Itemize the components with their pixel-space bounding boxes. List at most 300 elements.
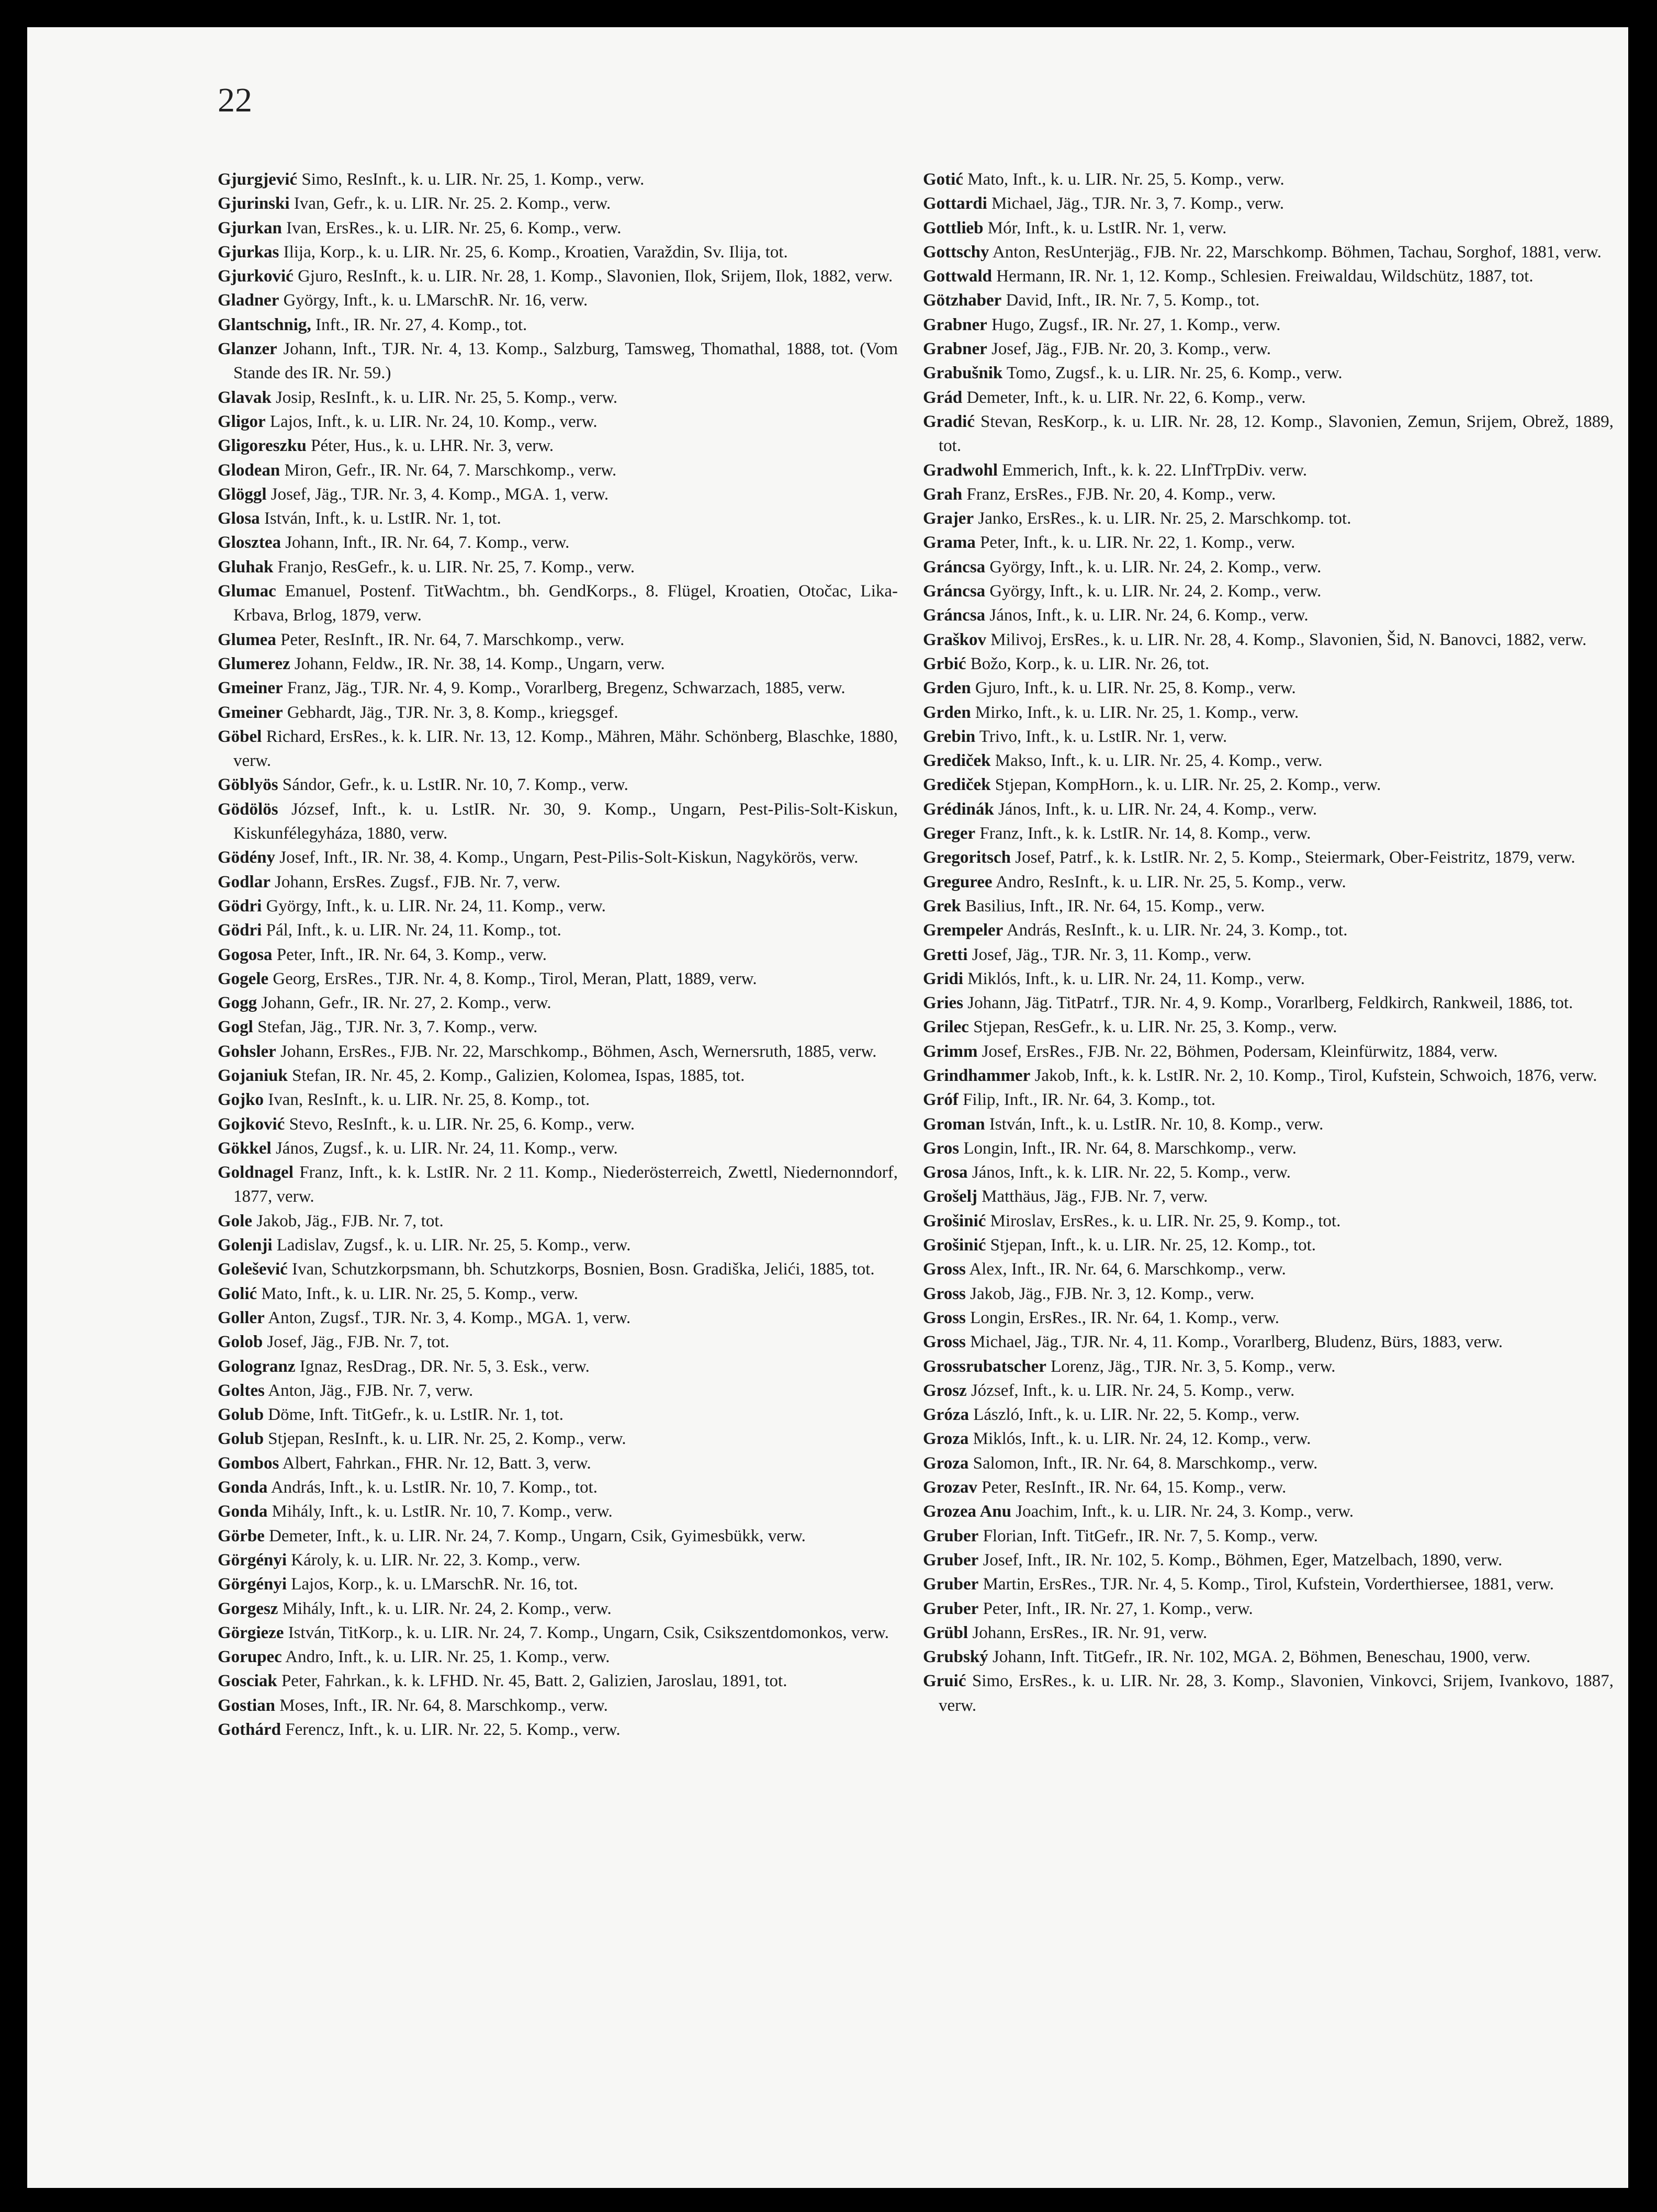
list-entry [218,1669,898,1693]
entry-surname: Gogl [218,1018,253,1037]
entry-surname: Greguree [923,872,993,891]
entry-details: Károly, k. u. LIR. Nr. 22, 3. Komp., verw. [291,1550,581,1570]
list-entry [218,1233,898,1257]
list-entry [923,1088,1614,1112]
list-entry [923,821,1614,845]
entry-details: Johann, Jäg. TitPatrf., TJR. Nr. 4, 9. Komp., Vorarlberg, Feldkirch, Rankweil, 1886, tot. [967,994,1573,1013]
entry-details: Johann, ErsRes. Zugsf., FJB. Nr. 7, verw. [275,872,561,891]
entry-details: Josip, ResInft., k. u. LIR. Nr. 25, 5. Komp., verw. [275,388,618,407]
entry-details: Moses, Inft., IR. Nr. 64, 8. Marschkomp., verw. [279,1696,608,1715]
list-entry [218,1282,898,1306]
list-entry [923,361,1614,385]
entry-details: Josef, Jäg., FJB. Nr. 7, tot. [267,1333,449,1352]
entry-details: Johann, Gefr., IR. Nr. 27, 2. Komp., verw. [261,994,551,1013]
entry-details: Sándor, Gefr., k. u. LstIR. Nr. 10, 7. Komp., verw. [282,775,628,795]
entry-details: Miron, Gefr., IR. Nr. 64, 7. Marschkomp., verw. [284,460,617,480]
entry-details: Joachim, Inft., k. u. LIR. Nr. 24, 3. Komp., verw. [1016,1502,1354,1521]
entry-surname: Gjurgjević [218,170,298,189]
entry-surname: Glosztea [218,533,281,552]
entry-surname: Goltes [218,1381,265,1400]
list-entry [218,1451,898,1475]
entry-details: Mato, Inft., k. u. LIR. Nr. 25, 5. Komp., verw. [261,1284,578,1303]
list-entry [218,410,898,434]
entry-details: Albert, Fahrkan., FHR. Nr. 12, Batt. 3, verw. [282,1453,591,1473]
entry-details: Miklós, Inft., k. u. LIR. Nr. 24, 12. Komp., verw. [973,1429,1311,1449]
entry-details: Pál, Inft., k. u. LIR. Nr. 24, 11. Komp., tot. [266,921,561,940]
entry-surname: Gruić [923,1672,966,1691]
entry-details: Peter, ResInft., IR. Nr. 64, 15. Komp., verw. [982,1478,1287,1497]
entry-details: Franz, Inft., k. k. LstIR. Nr. 2 11. Komp., Niederösterreich, Zwettl, Niedernonndorf, 1877, verw. [233,1163,898,1206]
entry-surname: Goller [218,1308,265,1327]
list-entry [218,386,898,410]
entry-surname: Gross [923,1333,966,1352]
entry-surname: Gohsler [218,1042,276,1061]
list-entry [218,1475,898,1499]
list-entry [923,870,1614,894]
entry-details: Janko, ErsRes., k. u. LIR. Nr. 25, 2. Marschkomp. tot. [978,509,1351,528]
list-entry [218,725,898,773]
list-entry [218,506,898,531]
entry-surname: Grediček [923,775,991,795]
list-entry [923,337,1614,361]
entry-surname: Gogele [218,969,269,988]
entry-surname: Golešević [218,1260,288,1279]
list-entry [218,482,898,506]
entry-surname: Grédinák [923,799,994,819]
entry-details: János, Inft., k. u. LIR. Nr. 24, 4. Komp., verw. [998,799,1317,819]
list-entry [923,701,1614,725]
entry-surname: Gökkel [218,1138,272,1158]
entry-surname: Gruber [923,1575,979,1594]
list-entry [923,967,1614,991]
list-entry [923,1282,1614,1306]
entry-details: Ivan, ErsRes., k. u. LIR. Nr. 25, 6. Komp., verw. [286,218,622,238]
list-entry [218,894,898,918]
entry-details: Peter, Inft., IR. Nr. 27, 1. Komp., verw. [983,1599,1253,1618]
right-column [923,167,1614,2135]
entry-surname: Grád [923,388,963,407]
list-entry [218,1524,898,1548]
entry-surname: Grosa [923,1163,968,1182]
entry-surname: Gligor [218,412,266,431]
entry-surname: Gombos [218,1453,279,1473]
entry-details: Miroslav, ErsRes., k. u. LIR. Nr. 25, 9. Komp., tot. [990,1211,1341,1231]
list-entry [923,1669,1614,1718]
list-entry [218,845,898,870]
entry-surname: Gödölös [218,799,278,819]
entry-details: David, Inft., IR. Nr. 7, 5. Komp., tot. [1006,291,1260,310]
entry-details: Inft., IR. Nr. 27, 4. Komp., tot. [315,315,527,334]
entry-surname: Gradwohl [923,460,998,480]
list-entry [923,652,1614,676]
entry-details: György, Inft., k. u. LIR. Nr. 24, 2. Komp., verw. [989,582,1322,601]
entry-surname: Golob [218,1333,263,1352]
entry-details: Peter, Fahrkan., k. k. LFHD. Nr. 45, Batt. 2, Galizien, Jaroslau, 1891, tot. [281,1672,787,1691]
entry-surname: Grabner [923,315,987,334]
entry-details: Mór, Inft., k. u. LstIR. Nr. 1, verw. [987,218,1227,238]
entry-details: Filip, Inft., IR. Nr. 64, 3. Komp., tot. [963,1090,1216,1110]
entry-surname: Grilec [923,1018,969,1037]
entry-surname: Glavak [218,388,272,407]
entry-details: Stefan, Jäg., TJR. Nr. 3, 7. Komp., verw. [257,1018,538,1037]
entry-details: Gjuro, ResInft., k. u. LIR. Nr. 28, 1. Komp., Slavonien, Ilok, Srijem, Ilok, 1882, verw. [298,267,893,286]
entry-details: Stefan, IR. Nr. 45, 2. Komp., Galizien, Kolomea, Ispas, 1885, tot. [292,1066,745,1085]
list-entry [923,1475,1614,1499]
entry-surname: Glumac [218,582,276,601]
entry-details: Longin, Inft., IR. Nr. 64, 8. Marschkomp., verw. [963,1138,1297,1158]
list-entry [923,845,1614,870]
list-entry [923,773,1614,797]
entry-surname: Görgieze [218,1623,284,1642]
entry-details: Ignaz, ResDrag., DR. Nr. 5, 3. Esk., verw. [299,1357,590,1376]
entry-details: Emanuel, Postenf. TitWachtm., bh. GendKorps., 8. Flügel, Kroatien, Otočac, Lika-Krbava, Brlog, 1879, verw. [233,582,898,625]
entry-surname: Gretti [923,945,968,964]
entry-details: Josef, ErsRes., FJB. Nr. 22, Böhmen, Podersam, Kleinfürwitz, 1884, verw. [982,1042,1498,1061]
list-entry [218,628,898,652]
entry-details: Johann, Inft., TJR. Nr. 4, 13. Komp., Salzburg, Tamsweg, Thomathal, 1888, tot. (Vom Stande des IR. Nr. 59.) [233,340,898,383]
list-entry [923,1597,1614,1621]
entry-surname: Gjurkan [218,218,282,238]
list-entry [218,1088,898,1112]
list-entry [923,918,1614,942]
list-entry [218,676,898,700]
list-entry [923,894,1614,918]
entry-details: János, Zugsf., k. u. LIR. Nr. 24, 11. Komp., verw. [275,1138,618,1158]
entry-details: György, Inft., k. u. LMarschR. Nr. 16, verw. [283,291,588,310]
entry-surname: Glumerez [218,654,290,673]
entry-surname: Gruber [923,1526,979,1545]
entry-details: János, Inft., k. k. LIR. Nr. 22, 5. Komp., verw. [972,1163,1291,1182]
entry-surname: Grabner [923,340,987,359]
list-entry [218,1355,898,1379]
list-entry [923,579,1614,603]
list-entry [923,1355,1614,1379]
list-entry [218,1330,898,1354]
entry-details: István, Inft., k. u. LstIR. Nr. 1, tot. [264,509,501,528]
entry-details: Gjuro, Inft., k. u. LIR. Nr. 25, 8. Komp., verw. [975,679,1296,698]
entry-details: Richard, ErsRes., k. k. LIR. Nr. 13, 12. Komp., Mähren, Mähr. Schönberg, Blaschke, 1880, verw. [233,727,898,771]
entry-surname: Glantschnig, [218,315,311,334]
entry-details: Josef, Patrf., k. k. LstIR. Nr. 2, 5. Komp., Steiermark, Ober-Feistritz, 1879, verw. [1015,848,1575,867]
list-entry [923,458,1614,482]
entry-details: Hermann, IR. Nr. 1, 12. Komp., Schlesien. Freiwaldau, Wildschütz, 1887, tot. [996,267,1534,286]
entry-details: Josef, Jäg., TJR. Nr. 3, 4. Komp., MGA. 1, verw. [270,484,609,504]
list-entry [218,1112,898,1136]
list-entry [923,676,1614,700]
entry-details: Martin, ErsRes., TJR. Nr. 4, 5. Komp., Tirol, Kufstein, Vorderthiersee, 1881, verw. [983,1575,1554,1594]
entry-surname: Gridi [923,969,964,988]
list-entry [923,1499,1614,1523]
entry-surname: Grozea Anu [923,1502,1011,1521]
entry-details: Jakob, Jäg., FJB. Nr. 7, tot. [256,1211,444,1231]
entry-details: Franjo, ResGefr., k. u. LIR. Nr. 25, 7. Komp., verw. [277,557,635,577]
list-entry [923,506,1614,531]
left-column [218,167,898,2135]
entry-surname: Graškov [923,630,987,649]
entry-surname: Gonda [218,1502,268,1521]
entry-surname: Godlar [218,872,270,891]
entry-surname: Groza [923,1453,969,1473]
list-entry [923,1427,1614,1451]
entry-surname: Gorupec [218,1647,282,1667]
entry-surname: Gottlieb [923,218,984,238]
entry-details: Ivan, ResInft., k. u. LIR. Nr. 25, 8. Komp., tot. [268,1090,590,1110]
entry-surname: Görbe [218,1526,265,1545]
list-entry [218,1306,898,1330]
entry-details: Stjepan, ResGefr., k. u. LIR. Nr. 25, 3. Komp., verw. [973,1018,1337,1037]
list-entry [923,749,1614,773]
entry-details: Božo, Korp., k. u. LIR. Nr. 26, tot. [970,654,1210,673]
entry-surname: Gráncsa [923,582,986,601]
list-entry [218,1718,898,1742]
entry-surname: Gogosa [218,945,273,964]
list-entry [923,628,1614,652]
list-entry [923,1209,1614,1233]
entry-surname: Grempeler [923,921,1004,940]
entry-details: Emmerich, Inft., k. k. 22. LInfTrpDiv. verw. [1002,460,1307,480]
list-entry [218,1257,898,1281]
entry-details: Demeter, Inft., k. u. LIR. Nr. 22, 6. Komp., verw. [966,388,1306,407]
entry-details: György, Inft., k. u. LIR. Nr. 24, 11. Komp., verw. [266,896,606,916]
entry-surname: Gmeiner [218,703,283,722]
entry-surname: Gole [218,1211,252,1231]
entry-surname: Gjurkas [218,242,279,262]
entry-surname: Golić [218,1284,257,1303]
entry-details: Johann, ErsRes., IR. Nr. 91, verw. [972,1623,1208,1642]
list-entry [218,1621,898,1645]
list-entry [923,531,1614,555]
entry-details: Lajos, Korp., k. u. LMarschR. Nr. 16, tot. [291,1575,578,1594]
list-entry [923,1112,1614,1136]
entry-details: Basilius, Inft., IR. Nr. 64, 15. Komp., verw. [965,896,1265,916]
list-entry [923,1524,1614,1548]
entry-details: Franz, Inft., k. k. LstIR. Nr. 14, 8. Komp., verw. [979,824,1311,843]
entry-details: Stevo, ResInft., k. u. LIR. Nr. 25, 6. Komp., verw. [289,1114,635,1134]
entry-details: Matthäus, Jäg., FJB. Nr. 7, verw. [982,1187,1208,1206]
list-entry [218,1427,898,1451]
entry-details: Andro, Inft., k. u. LIR. Nr. 25, 1. Komp., verw. [285,1647,610,1667]
list-entry [923,1064,1614,1088]
list-entry [218,1040,898,1064]
list-entry [218,773,898,797]
entry-surname: Gradić [923,412,975,431]
entry-details: Johann, Inft. TitGefr., IR. Nr. 102, MGA. 2, Böhmen, Beneschau, 1900, verw. [992,1647,1531,1667]
entry-details: Ladislav, Zugsf., k. u. LIR. Nr. 25, 5. Komp., verw. [276,1236,631,1255]
entry-details: Gebhardt, Jäg., TJR. Nr. 3, 8. Komp., kriegsgef. [287,703,618,722]
list-entry [218,1548,898,1572]
entry-surname: Grabušnik [923,364,1003,383]
entry-surname: Gojko [218,1090,264,1110]
entry-details: Mihály, Inft., k. u. LIR. Nr. 24, 2. Komp., verw. [282,1599,612,1618]
list-entry [218,652,898,676]
entry-details: Peter, Inft., k. u. LIR. Nr. 22, 1. Komp., verw. [980,533,1295,552]
entry-details: Mirko, Inft., k. u. LIR. Nr. 25, 1. Komp., verw. [975,703,1299,722]
entry-details: Simo, ErsRes., k. u. LIR. Nr. 28, 3. Komp., Slavonien, Vinkovci, Srijem, Ivankovo, 1887, verw. [939,1672,1614,1715]
entry-details: Anton, Zugsf., TJR. Nr. 3, 4. Komp., MGA. 1, verw. [268,1308,631,1327]
list-entry [218,1597,898,1621]
entry-surname: Göblyös [218,775,278,795]
list-entry [923,240,1614,264]
list-entry [923,797,1614,821]
list-entry [218,288,898,312]
entry-details: Döme, Inft. TitGefr., k. u. LstIR. Nr. 1, tot. [268,1405,563,1425]
entry-surname: Gregoritsch [923,848,1011,867]
entry-surname: Grah [923,484,963,504]
entry-details: József, Inft., k. u. LstIR. Nr. 30, 9. Komp., Ungarn, Pest-Pilis-Solt-Kiskun, Kiskunfélegyháza, 1880, verw. [233,799,898,843]
entry-details: Josef, Jäg., TJR. Nr. 3, 11. Komp., verw. [972,945,1252,964]
list-entry [218,870,898,894]
entry-details: Jakob, Inft., k. k. LstIR. Nr. 2, 10. Komp., Tirol, Kufstein, Schwoich, 1876, verw. [1034,1066,1597,1085]
list-entry [218,555,898,579]
entry-surname: Grossrubatscher [923,1357,1046,1376]
list-entry [218,1209,898,1233]
list-entry [923,386,1614,410]
entry-details: Stjepan, KompHorn., k. u. LIR. Nr. 25, 2. Komp., verw. [995,775,1381,795]
entry-surname: Gmeiner [218,679,283,698]
entry-surname: Grebin [923,727,976,746]
entry-surname: Gligoreszku [218,436,307,456]
list-entry [923,410,1614,458]
entry-surname: Gróza [923,1405,969,1425]
list-entry [218,191,898,216]
list-entry [218,1499,898,1523]
entry-surname: Gottardi [923,194,987,213]
entry-surname: Gottschy [923,242,989,262]
list-entry [923,167,1614,191]
list-entry [923,264,1614,288]
entry-surname: Greger [923,824,976,843]
entry-details: Georg, ErsRes., TJR. Nr. 4, 8. Komp., Tirol, Meran, Platt, 1889, verw. [273,969,757,988]
list-entry [923,1306,1614,1330]
entry-surname: Grbić [923,654,966,673]
entry-surname: Grosz [923,1381,967,1400]
entry-details: Tomo, Zugsf., k. u. LIR. Nr. 25, 6. Komp., verw. [1006,364,1343,383]
entry-surname: Gologranz [218,1357,296,1376]
entry-surname: Gruber [923,1550,979,1570]
entry-details: János, Inft., k. u. LIR. Nr. 24, 6. Komp., verw. [989,606,1309,625]
entry-surname: Gödri [218,921,262,940]
entry-surname: Gogg [218,994,257,1013]
entry-details: György, Inft., k. u. LIR. Nr. 24, 2. Komp., verw. [989,557,1322,577]
entry-details: András, Inft., k. u. LstIR. Nr. 10, 7. Komp., tot. [270,1478,598,1497]
entry-surname: Goldnagel [218,1163,294,1182]
list-entry [218,167,898,191]
list-entry [923,1257,1614,1281]
list-entry [923,1451,1614,1475]
page-number: 22 [218,81,252,119]
list-entry [923,1233,1614,1257]
entry-details: Péter, Hus., k. u. LHR. Nr. 3, verw. [311,436,554,456]
entry-details: Johann, ErsRes., FJB. Nr. 22, Marschkomp., Böhmen, Asch, Wernersruth, 1885, verw. [280,1042,877,1061]
entry-surname: Gonda [218,1478,268,1497]
entry-details: Simo, ResInft., k. u. LIR. Nr. 25, 1. Komp., verw. [301,170,645,189]
entry-surname: Gluhak [218,557,274,577]
entry-surname: Glumea [218,630,276,649]
list-entry [218,240,898,264]
entry-details: István, Inft., k. u. LstIR. Nr. 10, 8. Komp., verw. [989,1114,1324,1134]
entry-details: Alex, Inft., IR. Nr. 64, 6. Marschkomp., verw. [969,1260,1286,1279]
list-entry [218,434,898,458]
list-entry [923,991,1614,1015]
entry-details: Franz, ErsRes., FJB. Nr. 20, 4. Komp., verw. [966,484,1276,504]
entry-surname: Golenji [218,1236,273,1255]
list-entry [923,288,1614,312]
entry-surname: Grden [923,679,971,698]
entry-surname: Gráncsa [923,606,986,625]
entry-details: Stjepan, ResInft., k. u. LIR. Nr. 25, 2. Komp., verw. [268,1429,626,1449]
entry-surname: Gjurinski [218,194,290,213]
entry-surname: Glöggl [218,484,267,504]
entry-surname: Grošinić [923,1211,986,1231]
list-entry [218,1015,898,1039]
entry-surname: Glodean [218,460,280,480]
entry-details: Trivo, Inft., k. u. LstIR. Nr. 1, verw. [979,727,1227,746]
list-entry [218,531,898,555]
entry-surname: Glosa [218,509,260,528]
document-page [27,27,1628,2188]
entry-details: Ilija, Korp., k. u. LIR. Nr. 25, 6. Komp., Kroatien, Varaždin, Sv. Ilija, tot. [283,242,788,262]
entry-details: Josef, Inft., IR. Nr. 38, 4. Komp., Ungarn, Pest-Pilis-Solt-Kiskun, Nagykörös, verw. [279,848,859,867]
entry-surname: Gosciak [218,1672,277,1691]
entry-surname: Gödény [218,848,276,867]
entry-details: Demeter, Inft., k. u. LIR. Nr. 24, 7. Komp., Ungarn, Csik, Gyimesbükk, verw. [269,1526,806,1545]
list-entry [218,264,898,288]
entry-surname: Grošinić [923,1236,986,1255]
list-entry [923,1136,1614,1160]
entry-surname: Gruber [923,1599,979,1618]
entry-surname: Grediček [923,751,991,771]
entry-surname: Gödri [218,896,262,916]
entry-details: Stjepan, Inft., k. u. LIR. Nr. 25, 12. Komp., tot. [990,1236,1316,1255]
entry-details: Peter, Inft., IR. Nr. 64, 3. Komp., verw. [276,945,547,964]
entry-surname: Grubský [923,1647,988,1667]
entry-details: Ivan, Schutzkorpsmann, bh. Schutzkorps, Bosnien, Bosn. Gradiška, Jelići, 1885, tot. [292,1260,875,1279]
entry-surname: Gojaniuk [218,1066,288,1085]
entry-details: Mato, Inft., k. u. LIR. Nr. 25, 5. Komp., verw. [967,170,1284,189]
entry-surname: Grübl [923,1623,968,1642]
entry-details: Ivan, Gefr., k. u. LIR. Nr. 25. 2. Komp., verw. [294,194,611,213]
list-entry [923,482,1614,506]
entry-surname: Gostian [218,1696,276,1715]
list-entry [923,1040,1614,1064]
entry-details: István, TitKorp., k. u. LIR. Nr. 24, 7. Komp., Ungarn, Csik, Csikszentdomonkos, verw. [288,1623,889,1642]
entry-details: Stevan, ResKorp., k. u. LIR. Nr. 28, 12. Komp., Slavonien, Zemun, Srijem, Obrež, 1889, tot. [939,412,1614,456]
list-entry [923,1184,1614,1209]
entry-details: Johann, Feldw., IR. Nr. 38, 14. Komp., Ungarn, verw. [294,654,665,673]
list-entry [218,1160,898,1209]
list-entry [923,603,1614,627]
entry-details: Jakob, Jäg., FJB. Nr. 3, 12. Komp., verw. [970,1284,1255,1303]
list-entry [218,313,898,337]
list-entry [923,1379,1614,1403]
list-entry [218,967,898,991]
entry-surname: Götzhaber [923,291,1002,310]
entry-details: József, Inft., k. u. LIR. Nr. 24, 5. Komp., verw. [971,1381,1295,1400]
entry-surname: Göbel [218,727,262,746]
entry-details: Josef, Jäg., FJB. Nr. 20, 3. Komp., verw. [991,340,1271,359]
entry-surname: Gross [923,1260,966,1279]
list-entry [218,1064,898,1088]
list-entry [923,1645,1614,1669]
entry-details: László, Inft., k. u. LIR. Nr. 22, 5. Komp., verw. [973,1405,1300,1425]
entry-details: Andro, ResInft., k. u. LIR. Nr. 25, 5. Komp., verw. [996,872,1346,891]
list-entry [218,1403,898,1427]
entry-surname: Golub [218,1405,264,1425]
list-entry [923,1572,1614,1596]
entry-details: Johann, Inft., IR. Nr. 64, 7. Komp., verw. [285,533,570,552]
list-entry [923,191,1614,216]
entry-surname: Grindhammer [923,1066,1031,1085]
